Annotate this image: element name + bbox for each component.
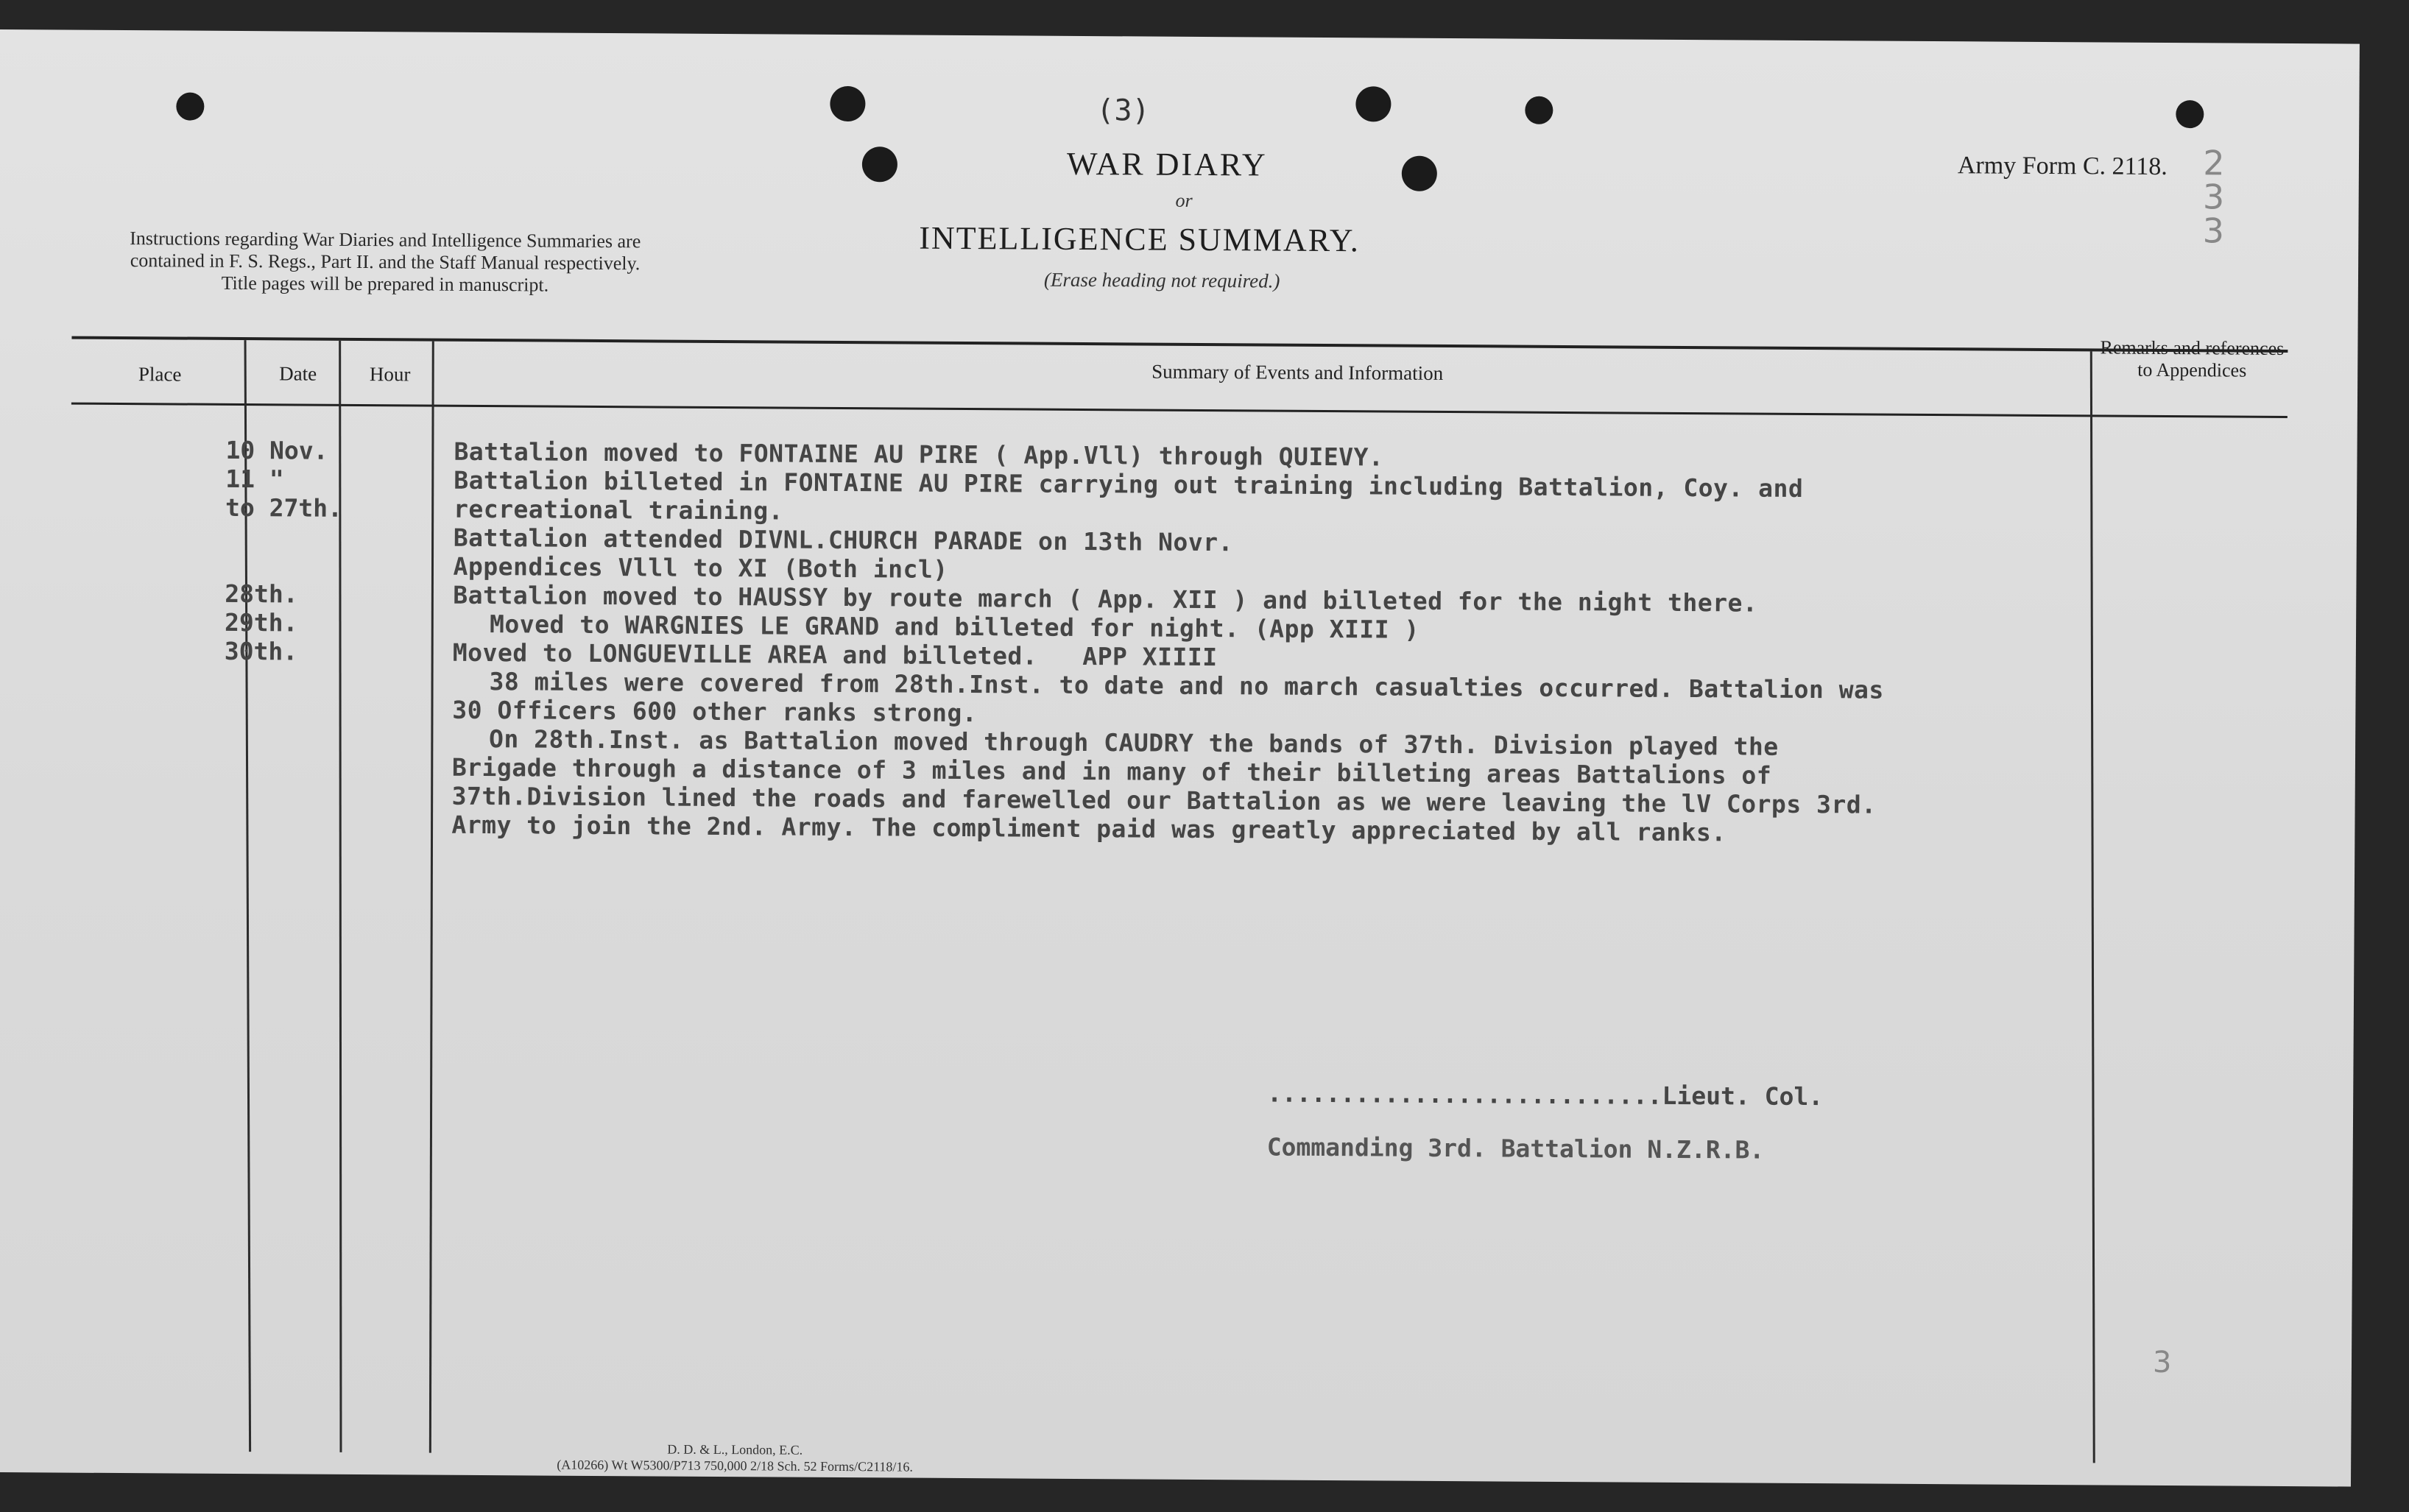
signature-command: Commanding 3rd. Battalion N.Z.R.B. <box>1266 1132 1765 1165</box>
entry-line: Moved to WARGNIES LE GRAND and billeted for night. (App XIII ) <box>489 610 1419 644</box>
printer-line: D. D. & L., London, E.C. <box>667 1441 803 1458</box>
punch-hole <box>830 86 865 121</box>
table-top-rule <box>71 336 2288 353</box>
column-header-place: Place <box>138 363 182 386</box>
army-form-number: Army Form C. 2118. <box>1957 152 2168 180</box>
date-cell: 28th. <box>225 579 298 609</box>
page-number: (3) <box>1096 93 1150 128</box>
entry-line: Moved to LONGUEVILLE AREA and billeted. APP XIIII <box>452 637 1218 672</box>
signature-line: ...........................Lieut. Col. <box>1267 1078 1824 1112</box>
entry-line: On 28th.Inst. as Battalion moved through CAUDRY the bands of 37th. Division played the <box>489 724 1779 761</box>
entry-line: Appendices Vlll to XI (Both incl) <box>453 551 948 584</box>
erase-heading-note: (Erase heading not required.) <box>1043 268 1280 292</box>
corner-pencil-mark: 3 <box>2152 1345 2172 1380</box>
title-intelligence-summary: INTELLIGENCE SUMMARY. <box>919 219 1360 259</box>
date-cell: 10 Nov. <box>225 435 328 465</box>
column-header-remarks: Remarks and references to Appendices <box>2100 336 2285 381</box>
diary-sheet <box>0 29 2360 1487</box>
column-header-hour: Hour <box>369 363 411 386</box>
entry-line: Battalion attended DIVNL.CHURCH PARADE on 13th Novr. <box>453 523 1234 557</box>
entry-line: Battalion billeted in FONTAINE AU PIRE carrying out training including Battalion, Coy. and <box>454 465 1804 503</box>
date-column <box>225 436 447 667</box>
entry-line: Battalion moved to FONTAINE AU PIRE ( App.Vll) through QUIEVY. <box>454 437 1384 472</box>
margin-handwritten-number: 2 3 3 <box>2202 143 2225 251</box>
title-or: or <box>1175 189 1193 211</box>
entry-line: 38 miles were covered from 28th.Inst. to date and no march casualties occurred. Battalion was <box>489 667 1884 704</box>
punch-hole <box>1355 86 1391 121</box>
date-cell <box>225 522 446 552</box>
date-cell: 11 " <box>225 464 284 494</box>
printer-line: (A10266) Wt W5300/P713 750,000 2/18 Sch. 52 Forms/C2118/16. <box>557 1457 914 1474</box>
entry-line: 37th.Division lined the roads and farewelled our Battalion as we were leaving the lV Corps 3rd. <box>451 781 1877 819</box>
date-cell: 29th. <box>224 607 298 637</box>
table-header-rule <box>71 403 2288 418</box>
date-cell <box>225 551 445 581</box>
entry-line: Brigade through a distance of 3 miles and in many of their billeting areas Battalions of <box>451 752 1772 790</box>
punch-hole <box>862 146 897 182</box>
entry-line: 30 Officers 600 other ranks strong. <box>452 695 978 728</box>
title-war-diary: WAR DIARY <box>1066 145 1268 183</box>
date-cell: to 27th. <box>225 492 343 523</box>
punch-hole <box>1402 156 1437 191</box>
printer-imprint <box>507 1440 963 1475</box>
summary-entries <box>451 437 2147 849</box>
column-header-summary: Summary of Events and Information <box>1151 360 1444 384</box>
entry-line: Battalion moved to HAUSSY by route march ( App. XII ) and billeted for the night there. <box>453 580 1758 618</box>
punch-hole <box>176 92 204 120</box>
date-cell: 30th. <box>224 636 298 666</box>
punch-hole <box>2176 100 2204 128</box>
entry-line: Army to join the 2nd. Army. The compliment paid was greatly appreciated by all ranks. <box>451 810 1726 847</box>
instructions-note: Instructions regarding War Diaries and Intelligence Summaries are contained in F. S. Regs., Part II. and the Staff Manual respectively. Title pages will be prepared in manuscript. <box>130 227 641 296</box>
entry-line: recreational training. <box>453 494 784 526</box>
punch-hole <box>1525 96 1553 124</box>
column-header-date: Date <box>279 362 317 385</box>
